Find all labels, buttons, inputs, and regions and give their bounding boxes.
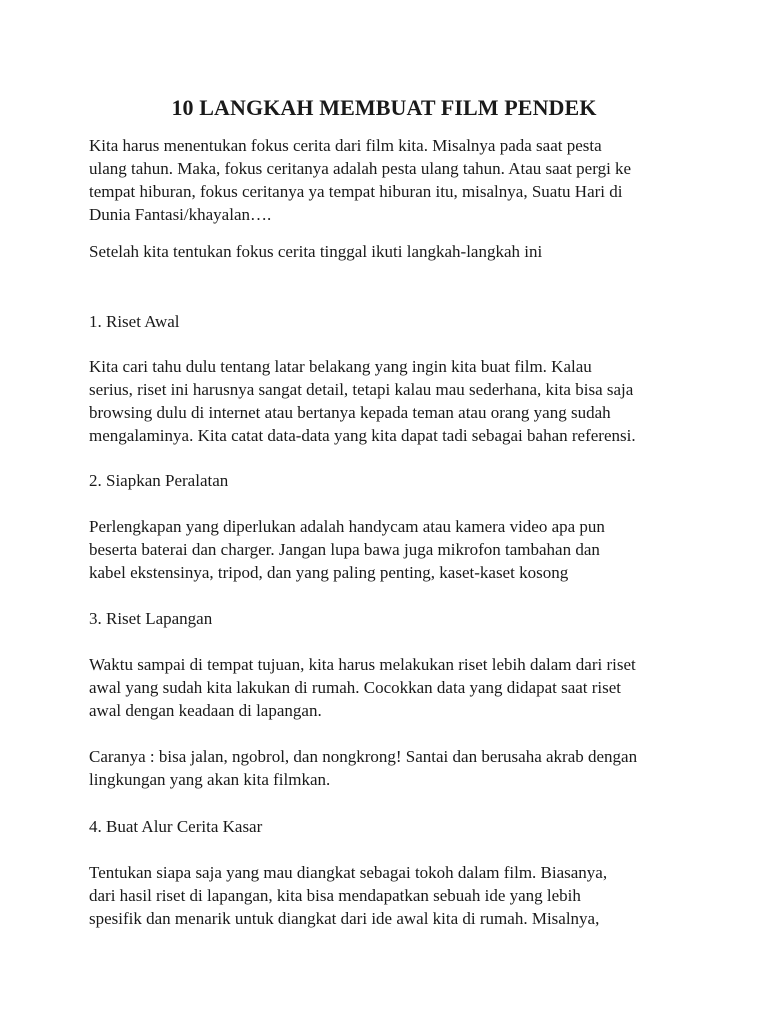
heading-text: 1. Riset Awal: [89, 312, 180, 331]
intro-paragraph-2: [89, 240, 689, 263]
text-line: Perlengkapan yang diperlukan adalah handycam atau kamera video apa pun: [89, 517, 605, 536]
text-line: browsing dulu di internet atau bertanya kepada teman atau orang yang sudah: [89, 403, 611, 422]
step-4-body: [89, 861, 689, 930]
text-line: ulang tahun. Maka, fokus ceritanya adalah pesta ulang tahun. Atau saat pergi ke: [89, 159, 632, 178]
text-line: awal dengan keadaan di lapangan.: [89, 701, 322, 720]
step-3-heading: [89, 607, 689, 630]
text-line: Setelah kita tentukan fokus cerita tinggal ikuti langkah-langkah ini: [89, 242, 543, 261]
step-4-heading: [89, 815, 689, 838]
text-line: Dunia Fantasi/khayalan….: [89, 205, 272, 224]
heading-text: 2. Siapkan Peralatan: [89, 471, 229, 490]
document-title: 10 LANGKAH MEMBUAT FILM PENDEK: [171, 95, 597, 120]
heading-text: 3. Riset Lapangan: [89, 609, 213, 628]
step-2-body: [89, 515, 689, 584]
text-line: tempat hiburan, fokus ceritanya ya tempat hiburan itu, misalnya, Suatu Hari di: [89, 182, 623, 201]
text-line: Tentukan siapa saja yang mau diangkat sebagai tokoh dalam film. Biasanya,: [89, 863, 608, 882]
text-line: awal yang sudah kita lakukan di rumah. Cocokkan data yang didapat saat riset: [89, 678, 622, 697]
text-line: mengalaminya. Kita catat data-data yang kita dapat tadi sebagai bahan referensi.: [89, 426, 636, 445]
step-1-body: [89, 355, 689, 447]
step-3-body-2: [89, 745, 689, 791]
text-line: serius, riset ini harusnya sangat detail, tetapi kalau mau sederhana, kita bisa saja: [89, 380, 634, 399]
text-line: spesifik dan menarik untuk diangkat dari ide awal kita di rumah. Misalnya,: [89, 909, 600, 928]
intro-paragraph: [89, 134, 689, 226]
text-line: lingkungan yang akan kita filmkan.: [89, 770, 331, 789]
step-1-heading: [89, 310, 689, 333]
text-line: Caranya : bisa jalan, ngobrol, dan nongkrong! Santai dan berusaha akrab dengan: [89, 747, 638, 766]
text-line: Kita cari tahu dulu tentang latar belakang yang ingin kita buat film. Kalau: [89, 357, 592, 376]
text-line: dari hasil riset di lapangan, kita bisa mendapatkan sebuah ide yang lebih: [89, 886, 581, 905]
text-line: Kita harus menentukan fokus cerita dari film kita. Misalnya pada saat pesta: [89, 136, 602, 155]
step-3-body: [89, 653, 689, 722]
text-line: beserta baterai dan charger. Jangan lupa bawa juga mikrofon tambahan dan: [89, 540, 600, 559]
heading-text: 4. Buat Alur Cerita Kasar: [89, 817, 263, 836]
text-line: kabel ekstensinya, tripod, dan yang paling penting, kaset-kaset kosong: [89, 563, 569, 582]
step-2-heading: [89, 469, 689, 492]
text-line: Waktu sampai di tempat tujuan, kita harus melakukan riset lebih dalam dari riset: [89, 655, 636, 674]
